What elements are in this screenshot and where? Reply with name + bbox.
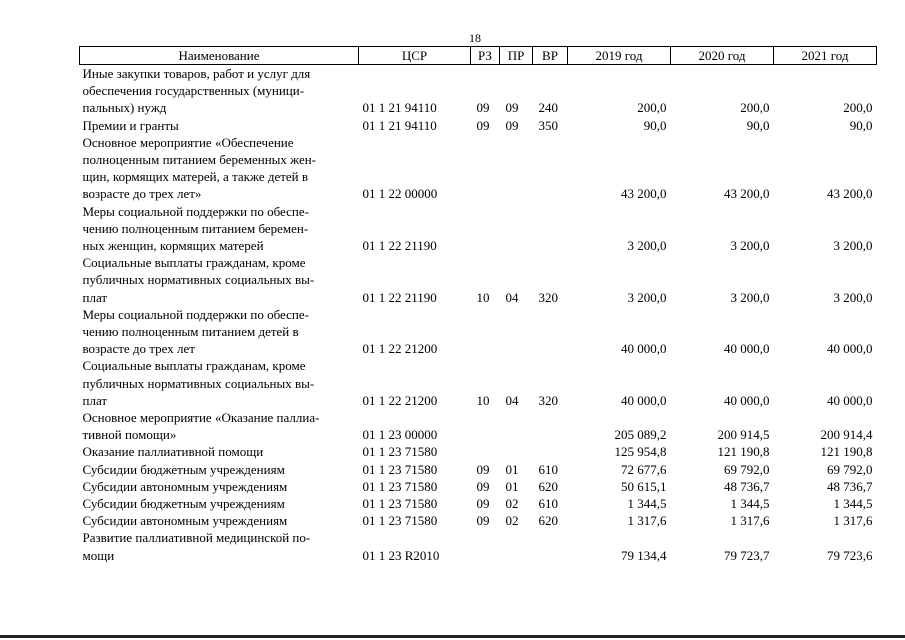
header-2019: 2019 год	[568, 47, 671, 65]
cell-rz	[471, 134, 500, 203]
cell-2021: 40 000,0	[827, 392, 873, 408]
cell-name	[80, 254, 359, 306]
cell-vr: 350	[538, 117, 558, 133]
cell-csr: 01 1 23 R2010	[362, 547, 440, 563]
cell-rz: 09	[476, 100, 490, 116]
cell-rz	[471, 409, 500, 443]
name-line: Основное мероприятие «Обеспечение	[82, 134, 294, 150]
cell-name	[80, 478, 359, 495]
name-line: ных женщин, кормящих матерей	[82, 238, 264, 254]
header-rz: РЗ	[471, 47, 500, 65]
cell-csr: 01 1 23 71580	[362, 513, 438, 529]
cell-pr: 04	[505, 392, 519, 408]
cell-rz	[471, 203, 500, 255]
cell-2019: 90,0	[643, 117, 667, 133]
cell-pr: 09	[505, 100, 519, 116]
cell-2019: 50 615,1	[621, 478, 667, 494]
cell-pr	[500, 443, 533, 460]
table-row	[80, 117, 877, 134]
cell-csr: 01 1 23 71580	[362, 444, 438, 460]
cell-vr: 610	[538, 496, 558, 512]
table-row	[80, 443, 877, 460]
name-line: возрасте до трех лет	[82, 341, 195, 357]
cell-2020: 90,0	[746, 117, 770, 133]
table-row	[80, 461, 877, 478]
name-line: щин, кормящих матерей, а также детей в	[82, 169, 309, 185]
name-line: публичных нормативных социальных вы-	[82, 375, 315, 391]
cell-2019: 200,0	[637, 100, 667, 116]
cell-2021: 48 736,7	[827, 478, 873, 494]
cell-2021: 3 200,0	[833, 289, 873, 305]
name-line: Меры социальной поддержки по обеспе-	[82, 306, 309, 322]
table-row	[80, 254, 877, 306]
cell-2019: 1 344,5	[627, 496, 667, 512]
cell-pr	[500, 409, 533, 443]
cell-vr	[533, 529, 568, 563]
name-line: Основное мероприятие «Оказание паллиа-	[82, 410, 320, 426]
cell-csr: 01 1 21 94110	[362, 100, 437, 116]
cell-rz: 09	[476, 513, 490, 529]
table-row	[80, 357, 877, 409]
cell-vr	[533, 134, 568, 203]
name-line: Субсидии автономным учреждениям	[82, 478, 288, 494]
scan-bottom-edge	[0, 635, 905, 638]
name-line: Оказание паллиативной помощи	[82, 444, 264, 460]
name-line: полноценным питанием беременных жен-	[82, 152, 317, 168]
cell-2021: 90,0	[849, 117, 873, 133]
cell-2020: 121 190,8	[717, 444, 770, 460]
name-line: Развитие паллиативной медицинской по-	[82, 530, 311, 546]
cell-csr: 01 1 22 21190	[362, 289, 437, 305]
cell-rz: 10	[476, 392, 490, 408]
cell-2019: 40 000,0	[621, 392, 667, 408]
name-line: возрасте до трех лет»	[82, 186, 202, 202]
cell-2020: 40 000,0	[724, 341, 770, 357]
cell-rz	[471, 529, 500, 563]
cell-pr: 01	[505, 478, 519, 494]
name-line: чению полноценным питанием беремен-	[82, 220, 309, 236]
page-number: 18	[469, 31, 481, 45]
table-row	[80, 306, 877, 358]
table-row	[80, 65, 877, 117]
cell-pr	[500, 203, 533, 255]
name-line: пальных) нужд	[82, 100, 167, 116]
cell-csr: 01 1 23 00000	[362, 427, 438, 443]
cell-2021: 121 190,8	[820, 444, 873, 460]
name-line: мощи	[82, 547, 115, 563]
cell-vr	[533, 306, 568, 358]
cell-pr: 04	[505, 289, 519, 305]
cell-2020: 40 000,0	[724, 392, 770, 408]
table-body	[80, 65, 877, 564]
cell-rz	[471, 306, 500, 358]
cell-name	[80, 443, 359, 460]
cell-name	[80, 495, 359, 512]
cell-2020: 48 736,7	[724, 478, 770, 494]
cell-2019: 43 200,0	[621, 186, 667, 202]
cell-vr: 320	[538, 289, 558, 305]
cell-pr	[500, 529, 533, 563]
cell-pr: 02	[505, 496, 519, 512]
name-line: Премии и гранты	[82, 117, 179, 133]
name-line: Иные закупки товаров, работ и услуг для	[82, 66, 311, 81]
cell-2019: 205 089,2	[614, 427, 667, 443]
cell-vr: 620	[538, 478, 558, 494]
name-line: публичных нормативных социальных вы-	[82, 272, 315, 288]
name-line: Социальные выплаты гражданам, кроме	[82, 358, 306, 374]
table-row	[80, 203, 877, 255]
header-2020: 2020 год	[671, 47, 774, 65]
cell-2021: 200,0	[843, 100, 873, 116]
cell-2020: 200,0	[740, 100, 770, 116]
cell-2019: 40 000,0	[621, 341, 667, 357]
cell-pr: 01	[505, 461, 519, 477]
cell-vr: 620	[538, 513, 558, 529]
table-row	[80, 134, 877, 203]
cell-name	[80, 357, 359, 409]
header-pr: ПР	[500, 47, 533, 65]
cell-2020: 200 914,5	[717, 427, 770, 443]
cell-2019: 79 134,4	[621, 547, 667, 563]
budget-table	[79, 46, 877, 564]
cell-pr: 02	[505, 513, 519, 529]
cell-rz: 09	[476, 478, 490, 494]
cell-2020: 1 317,6	[730, 513, 770, 529]
cell-rz: 09	[476, 461, 490, 477]
cell-csr: 01 1 22 00000	[362, 186, 438, 202]
cell-rz	[471, 443, 500, 460]
header-vr: ВР	[533, 47, 568, 65]
cell-name	[80, 134, 359, 203]
cell-csr: 01 1 22 21200	[362, 341, 438, 357]
cell-name	[80, 203, 359, 255]
cell-name	[80, 117, 359, 134]
cell-2020: 3 200,0	[730, 289, 770, 305]
table-row	[80, 529, 877, 563]
cell-csr: 01 1 23 71580	[362, 496, 438, 512]
header-2021: 2021 год	[774, 47, 877, 65]
cell-2019: 125 954,8	[614, 444, 667, 460]
cell-2021: 1 317,6	[833, 513, 873, 529]
table-row	[80, 495, 877, 512]
cell-vr	[533, 409, 568, 443]
cell-2021: 40 000,0	[827, 341, 873, 357]
cell-2021: 1 344,5	[833, 496, 873, 512]
cell-pr	[500, 134, 533, 203]
cell-rz: 09	[476, 496, 490, 512]
cell-vr: 240	[538, 100, 558, 116]
cell-2020: 43 200,0	[724, 186, 770, 202]
cell-csr: 01 1 22 21190	[362, 238, 437, 254]
cell-pr: 09	[505, 117, 519, 133]
header-csr: ЦСР	[359, 47, 471, 65]
cell-pr	[500, 306, 533, 358]
cell-2019: 3 200,0	[627, 289, 667, 305]
table-row	[80, 512, 877, 529]
cell-rz: 10	[476, 289, 490, 305]
cell-name	[80, 529, 359, 563]
name-line: обеспечения государственных (муници-	[82, 83, 305, 99]
cell-name	[80, 306, 359, 358]
cell-rz: 09	[476, 117, 490, 133]
table-header-row	[80, 47, 877, 65]
cell-2019: 72 677,6	[621, 461, 667, 477]
name-line: Субсидии бюджетным учреждениям	[82, 496, 285, 512]
cell-csr: 01 1 23 71580	[362, 478, 438, 494]
cell-2021: 79 723,6	[827, 547, 873, 563]
cell-2021: 200 914,4	[820, 427, 873, 443]
header-name: Наименование	[80, 47, 359, 65]
cell-vr: 610	[538, 461, 558, 477]
cell-2021: 43 200,0	[827, 186, 873, 202]
name-line: чению полноценным питанием детей в	[82, 324, 299, 340]
name-line: плат	[82, 289, 108, 305]
cell-vr	[533, 443, 568, 460]
cell-vr: 320	[538, 392, 558, 408]
name-line: плат	[82, 392, 108, 408]
cell-2020: 1 344,5	[730, 496, 770, 512]
cell-vr	[533, 203, 568, 255]
cell-2021: 3 200,0	[833, 238, 873, 254]
cell-2019: 3 200,0	[627, 238, 667, 254]
table-row	[80, 409, 877, 443]
cell-name	[80, 461, 359, 478]
name-line: Меры социальной поддержки по обеспе-	[82, 203, 309, 219]
cell-2020: 69 792,0	[724, 461, 770, 477]
cell-2021: 69 792,0	[827, 461, 873, 477]
name-line: Социальные выплаты гражданам, кроме	[82, 255, 306, 271]
cell-csr: 01 1 23 71580	[362, 461, 438, 477]
table-row	[80, 478, 877, 495]
cell-csr: 01 1 21 94110	[362, 117, 437, 133]
cell-2019: 1 317,6	[627, 513, 667, 529]
cell-2020: 3 200,0	[730, 238, 770, 254]
cell-name	[80, 65, 359, 117]
cell-name	[80, 512, 359, 529]
name-line: Субсидии бюджетным учреждениям	[82, 461, 285, 477]
cell-2020: 79 723,7	[724, 547, 770, 563]
cell-name	[80, 409, 359, 443]
name-line: тивной помощи»	[82, 427, 177, 443]
cell-csr: 01 1 22 21200	[362, 392, 438, 408]
name-line: Субсидии автономным учреждениям	[82, 513, 288, 529]
